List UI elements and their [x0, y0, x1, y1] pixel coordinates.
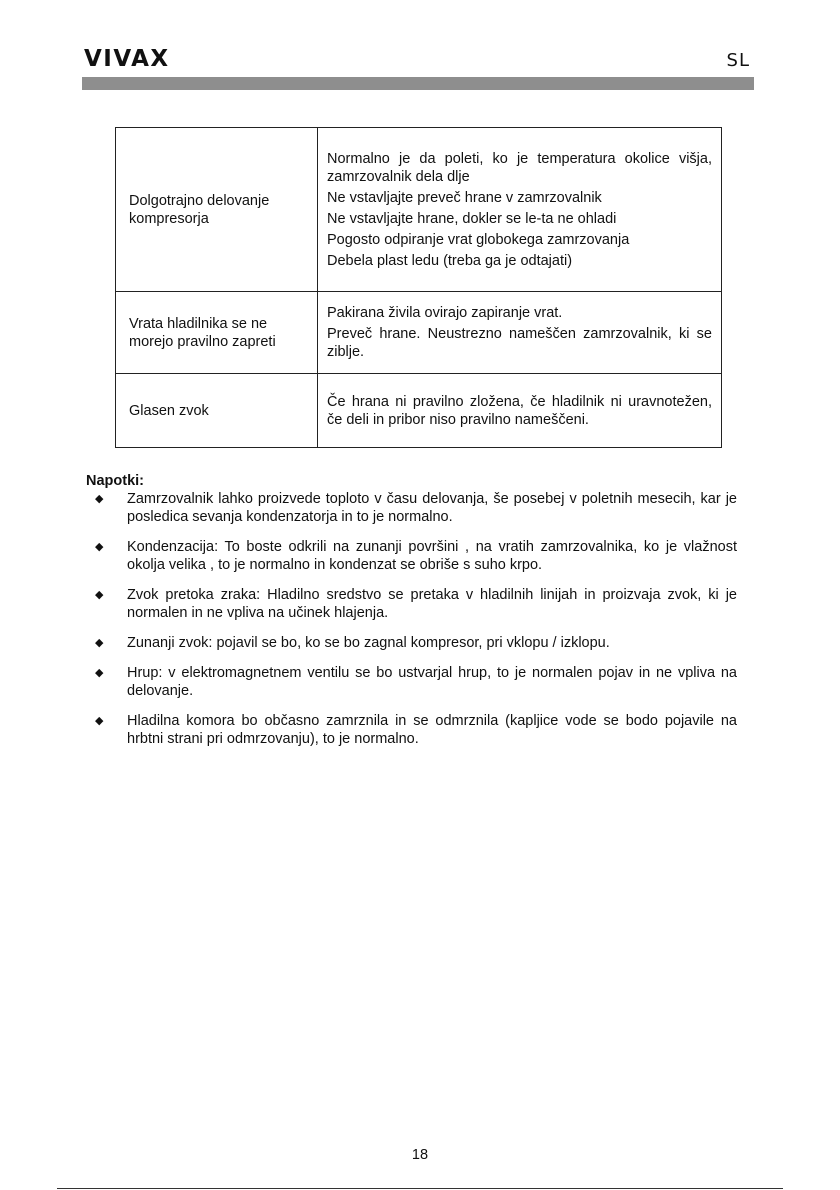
tip-text: Hladilna komora bo občasno zamrznila in se odmrznila (kapljice vode se bodo pojavile na hrbtni strani pri odmrzovanju), to je normalno. — [127, 713, 737, 747]
cause-text: Preveč hrane. Neustrezno nameščen zamrzovalnik, ki se ziblje. — [327, 326, 712, 360]
troubleshooting-table — [115, 127, 722, 448]
tips-heading: Napotki: — [86, 473, 144, 489]
diamond-bullet-icon: ◆ — [95, 637, 104, 649]
problem-cell: Vrata hladilnika se ne morejo pravilno zapreti — [116, 292, 318, 374]
cause-text: Debela plast ledu (treba ga je odtajati) — [327, 252, 573, 269]
list-item — [87, 586, 737, 622]
problem-cell: Glasen zvok — [116, 374, 318, 448]
tip-text: Zunanji zvok: pojavil se bo, ko se bo zagnal kompresor, pri vklopu / izklopu. — [127, 635, 610, 651]
diamond-bullet-icon: ◆ — [95, 541, 104, 553]
table-row — [116, 292, 722, 374]
causes-cell — [318, 374, 722, 448]
list-item — [87, 664, 737, 700]
cause-text: Pakirana živila ovirajo zapiranje vrat. — [327, 305, 563, 321]
cause-text: Ne vstavljajte preveč hrane v zamrzovalnik — [327, 189, 602, 206]
list-item — [87, 634, 737, 652]
causes-cell — [318, 128, 722, 292]
diamond-bullet-icon: ◆ — [95, 589, 104, 601]
cause-text: Normalno je da poleti, ko je temperatura okolice višja, zamrzovalnik dela dlje — [327, 150, 712, 185]
diamond-bullet-icon: ◆ — [95, 667, 104, 679]
table-row — [116, 374, 722, 448]
footer-divider — [57, 1188, 783, 1189]
list-item — [87, 490, 737, 526]
problem-cell: Dolgotrajno delovanje kompresorja — [116, 128, 318, 292]
causes-cell — [318, 292, 722, 374]
tip-text: Hrup: v elektromagnetnem ventilu se bo ustvarjal hrup, to je normalen pojav in ne vpliva na delovanje. — [127, 665, 737, 699]
cause-text: Če hrana ni pravilno zložena, če hladilnik ni uravnotežen, če deli in pribor niso pravilno nameščeni. — [327, 393, 712, 428]
tip-text: Zvok pretoka zraka: Hladilno sredstvo se pretaka v hladilnih linijah in proizvaja zvok, ki je normalen in ne vpliva na učinek hlajenja. — [127, 587, 737, 621]
tip-text: Kondenzacija: To boste odkrili na zunanji površini , na vratih zamrzovalnika, ko je vlažnost okolja velika , to je normalno in kondenzat se obriše s suho krpo. — [127, 539, 737, 573]
cause-text: Pogosto odpiranje vrat globokega zamrzovanja — [327, 231, 630, 248]
cause-text: Ne vstavljajte hrane, dokler se le-ta ne ohladi — [327, 210, 617, 227]
header-bar — [82, 77, 754, 90]
tips-list — [87, 490, 737, 760]
page-number: 18 — [411, 1147, 429, 1163]
diamond-bullet-icon: ◆ — [95, 493, 104, 505]
diamond-bullet-icon: ◆ — [95, 715, 104, 727]
list-item — [87, 538, 737, 574]
list-item — [87, 712, 737, 748]
tip-text: Zamrzovalnik lahko proizvede toploto v času delovanja, še posebej v poletnih mesecih, kar je posledica sevanja kondenzatorja in to je normalno. — [127, 491, 737, 525]
language-code: SL — [726, 50, 750, 71]
table-row — [116, 128, 722, 292]
brand-logo: VIVAX — [84, 46, 170, 72]
